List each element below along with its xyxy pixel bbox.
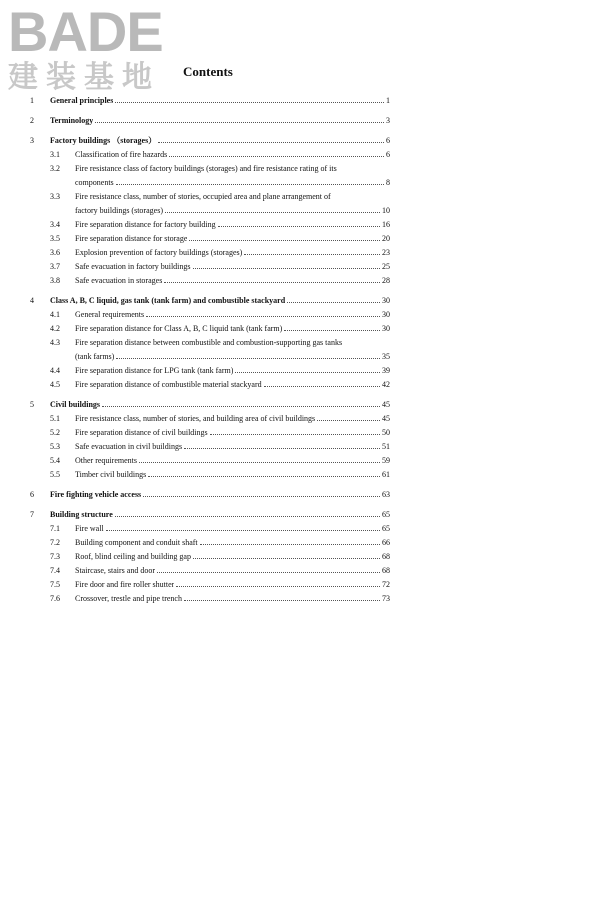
toc-section-entry[interactable]: [30, 440, 390, 454]
section-number: 7.3: [50, 552, 60, 561]
section-line: [30, 426, 390, 440]
section-number: 4.3: [50, 338, 60, 347]
chapter-number: 1: [30, 96, 34, 105]
section-title: Explosion prevention of factory buildings (storages): [75, 248, 243, 257]
leader-dots: [106, 530, 380, 531]
chapter-page-number: 45: [382, 400, 390, 409]
section-number: 5.4: [50, 456, 60, 465]
section-number: 4.1: [50, 310, 60, 319]
section-page-number: 73: [382, 594, 390, 603]
leader-dots: [235, 372, 380, 373]
section-number: 3.6: [50, 248, 60, 257]
section-number: 3.1: [50, 150, 60, 159]
toc-section-entry[interactable]: [30, 308, 390, 322]
section-line: [30, 322, 390, 336]
toc-section-entry[interactable]: [30, 246, 390, 260]
chapter-page-number: 65: [382, 510, 390, 519]
section-title: Building component and conduit shaft: [75, 538, 198, 547]
section-page-number: 30: [382, 310, 390, 319]
leader-dots: [139, 462, 380, 463]
section-title: General requirements: [75, 310, 145, 319]
section-title: Fire separation distance of combustible material stackyard: [75, 380, 262, 389]
leader-dots: [115, 102, 384, 103]
section-line: [30, 468, 390, 482]
section-line: [30, 454, 390, 468]
section-line: [30, 564, 390, 578]
toc-chapter-entry[interactable]: [30, 294, 390, 308]
section-title: Timber civil buildings: [75, 470, 147, 479]
section-title: Safe evacuation in civil buildings: [75, 442, 183, 451]
chapter-title: Factory buildings （storages）: [50, 136, 157, 145]
section-title: Other requirements: [75, 456, 137, 465]
chapter-number: 2: [30, 116, 34, 125]
toc-section-entry[interactable]: [30, 322, 390, 336]
chapter-title: Class A, B, C liquid, gas tank (tank farm) and combustible stackyard: [50, 296, 286, 305]
section-number: 5.3: [50, 442, 60, 451]
section-line: [30, 522, 390, 536]
toc-section-entry[interactable]: [30, 592, 390, 606]
chapter-number: 5: [30, 400, 34, 409]
section-title: Roof, blind ceiling and building gap: [75, 552, 191, 561]
section-page-number: 68: [382, 552, 390, 561]
section-number: 7.2: [50, 538, 60, 547]
toc-section-entry[interactable]: [30, 336, 390, 364]
toc-section-entry[interactable]: [30, 522, 390, 536]
toc-section-entry[interactable]: [30, 412, 390, 426]
section-title: Classification of fire hazards: [75, 150, 168, 159]
toc-chapter-entry[interactable]: [30, 488, 390, 502]
toc-chapter: [30, 134, 390, 288]
section-title: Fire resistance class, number of stories, and building area of civil buildings: [75, 414, 316, 423]
section-title: Fire wall: [75, 524, 104, 533]
section-title: Fire resistance class of factory buildings (storages) and fire resistance rating of its: [75, 164, 337, 173]
section-title: Staircase, stairs and door: [75, 566, 155, 575]
section-page-number: 16: [382, 220, 390, 229]
section-title-continued: components: [75, 178, 114, 187]
section-continuation-line: [75, 176, 390, 190]
toc-chapter: [30, 94, 390, 108]
section-number: 7.4: [50, 566, 60, 575]
toc-section-entry[interactable]: [30, 468, 390, 482]
section-number: 4.4: [50, 366, 60, 375]
leader-dots: [184, 448, 380, 449]
section-title-continued: factory buildings (storages): [75, 206, 163, 215]
chapter-title: Civil buildings: [50, 400, 101, 409]
toc-section-entry[interactable]: [30, 564, 390, 578]
section-line: [30, 190, 390, 204]
section-title: Fire separation distance for storage: [75, 234, 188, 243]
toc-section-entry[interactable]: [30, 232, 390, 246]
leader-dots: [218, 226, 380, 227]
section-line: [30, 550, 390, 564]
leader-dots: [193, 558, 380, 559]
section-page-number: 8: [386, 178, 390, 187]
leader-dots: [244, 254, 380, 255]
leader-dots: [148, 476, 380, 477]
section-page-number: 45: [382, 414, 390, 423]
toc-chapter-entry[interactable]: [30, 508, 390, 522]
chapter-page-number: 63: [382, 490, 390, 499]
section-page-number: 61: [382, 470, 390, 479]
section-number: 3.4: [50, 220, 60, 229]
section-line: [30, 246, 390, 260]
section-title: Fire resistance class, number of stories, occupied area and plane arrangement of: [75, 192, 331, 201]
section-title-continued: (tank farms): [75, 352, 115, 361]
section-continuation-line: [75, 350, 390, 364]
section-line: [30, 308, 390, 322]
section-title: Safe evacuation in factory buildings: [75, 262, 191, 271]
section-page-number: 66: [382, 538, 390, 547]
toc-chapter: [30, 508, 390, 606]
leader-dots: [193, 268, 380, 269]
section-title: Fire separation distance of civil buildings: [75, 428, 208, 437]
section-continuation-line: [75, 204, 390, 218]
section-number: 3.8: [50, 276, 60, 285]
section-page-number: 20: [382, 234, 390, 243]
section-page-number: 50: [382, 428, 390, 437]
toc-section-entry[interactable]: [30, 218, 390, 232]
toc-section-entry[interactable]: [30, 578, 390, 592]
section-page-number: 30: [382, 324, 390, 333]
section-title: Fire separation distance for factory building: [75, 220, 216, 229]
section-number: 5.2: [50, 428, 60, 437]
chapter-number: 7: [30, 510, 34, 519]
section-number: 3.2: [50, 164, 60, 173]
toc-section-entry[interactable]: [30, 426, 390, 440]
toc-section-entry[interactable]: [30, 364, 390, 378]
leader-dots: [146, 316, 380, 317]
toc-chapter: [30, 114, 390, 128]
logo-chinese-text: 建装基地: [8, 60, 160, 95]
section-line: [30, 592, 390, 606]
chapter-page-number: 6: [386, 136, 390, 145]
leader-dots: [287, 302, 380, 303]
leader-dots: [184, 600, 380, 601]
toc-section-entry[interactable]: [30, 454, 390, 468]
section-line: [30, 336, 390, 350]
toc-chapter-entry[interactable]: [30, 94, 390, 108]
section-page-number: 72: [382, 580, 390, 589]
toc-section-entry[interactable]: [30, 536, 390, 550]
section-number: 4.5: [50, 380, 60, 389]
toc-chapter: [30, 488, 390, 502]
section-number: 3.5: [50, 234, 60, 243]
toc-chapter-entry[interactable]: [30, 134, 390, 148]
toc-section-entry[interactable]: [30, 260, 390, 274]
leader-dots: [116, 184, 384, 185]
section-page-number: 65: [382, 524, 390, 533]
toc-section-entry[interactable]: [30, 190, 390, 218]
section-number: 3.7: [50, 262, 60, 271]
toc-chapter-entry[interactable]: [30, 114, 390, 128]
toc-chapter-entry[interactable]: [30, 398, 390, 412]
section-line: [30, 218, 390, 232]
chapter-page-number: 1: [386, 96, 390, 105]
section-page-number: 42: [382, 380, 390, 389]
leader-dots: [116, 358, 380, 359]
section-title: Fire separation distance for LPG tank (tank farm): [75, 366, 234, 375]
bade-logo: [8, 0, 178, 96]
toc-section-entry[interactable]: [30, 162, 390, 190]
table-of-contents: [30, 94, 390, 606]
section-number: 7.5: [50, 580, 60, 589]
section-page-number: 35: [382, 352, 390, 361]
section-title: Fire separation distance for Class A, B, C liquid tank (tank farm): [75, 324, 283, 333]
section-page-number: 23: [382, 248, 390, 257]
section-page-number: 39: [382, 366, 390, 375]
section-page-number: 10: [382, 206, 390, 215]
toc-section-entry[interactable]: [30, 148, 390, 162]
leader-dots: [200, 544, 380, 545]
leader-dots: [157, 572, 380, 573]
leader-dots: [164, 282, 380, 283]
leader-dots: [317, 420, 380, 421]
leader-dots: [165, 212, 380, 213]
toc-chapter: [30, 294, 390, 392]
section-line: [30, 578, 390, 592]
page-title: Contents: [183, 64, 233, 79]
section-page-number: 59: [382, 456, 390, 465]
leader-dots: [95, 122, 384, 123]
section-page-number: 51: [382, 442, 390, 451]
section-line: [30, 536, 390, 550]
toc-section-entry[interactable]: [30, 378, 390, 392]
section-line: [30, 378, 390, 392]
section-title: Safe evacuation in storages: [75, 276, 163, 285]
logo-wordmark: BADE: [8, 0, 163, 63]
chapter-page-number: 3: [386, 116, 390, 125]
section-number: 7.6: [50, 594, 60, 603]
leader-dots: [176, 586, 380, 587]
toc-section-entry[interactable]: [30, 274, 390, 288]
toc-section-entry[interactable]: [30, 550, 390, 564]
section-line: [30, 260, 390, 274]
leader-dots: [169, 156, 384, 157]
section-number: 5.1: [50, 414, 60, 423]
leader-dots: [115, 516, 380, 517]
section-page-number: 68: [382, 566, 390, 575]
section-number: 7.1: [50, 524, 60, 533]
leader-dots: [210, 434, 380, 435]
leader-dots: [143, 496, 380, 497]
section-page-number: 6: [386, 150, 390, 159]
section-title: Crossover, trestle and pipe trench: [75, 594, 182, 603]
section-title: Fire separation distance between combustible and combustion-supporting gas tanks: [75, 338, 343, 347]
chapter-number: 3: [30, 136, 34, 145]
section-page-number: 25: [382, 262, 390, 271]
leader-dots: [102, 406, 380, 407]
leader-dots: [284, 330, 380, 331]
section-line: [30, 412, 390, 426]
section-number: 3.3: [50, 192, 60, 201]
leader-dots: [189, 240, 380, 241]
chapter-page-number: 30: [382, 296, 390, 305]
chapter-title: Terminology: [50, 116, 94, 125]
chapter-number: 4: [30, 296, 34, 305]
section-line: [30, 162, 390, 176]
section-line: [30, 148, 390, 162]
chapter-title: Building structure: [50, 510, 113, 519]
section-number: 5.5: [50, 470, 60, 479]
section-line: [30, 274, 390, 288]
chapter-number: 6: [30, 490, 34, 499]
toc-chapter: [30, 398, 390, 482]
section-title: Fire door and fire roller shutter: [75, 580, 175, 589]
section-line: [30, 364, 390, 378]
chapter-title: General principles: [50, 96, 114, 105]
section-line: [30, 440, 390, 454]
leader-dots: [264, 386, 380, 387]
chapter-title: Fire fighting vehicle access: [50, 490, 142, 499]
section-number: 4.2: [50, 324, 60, 333]
section-line: [30, 232, 390, 246]
leader-dots: [158, 142, 384, 143]
section-page-number: 28: [382, 276, 390, 285]
